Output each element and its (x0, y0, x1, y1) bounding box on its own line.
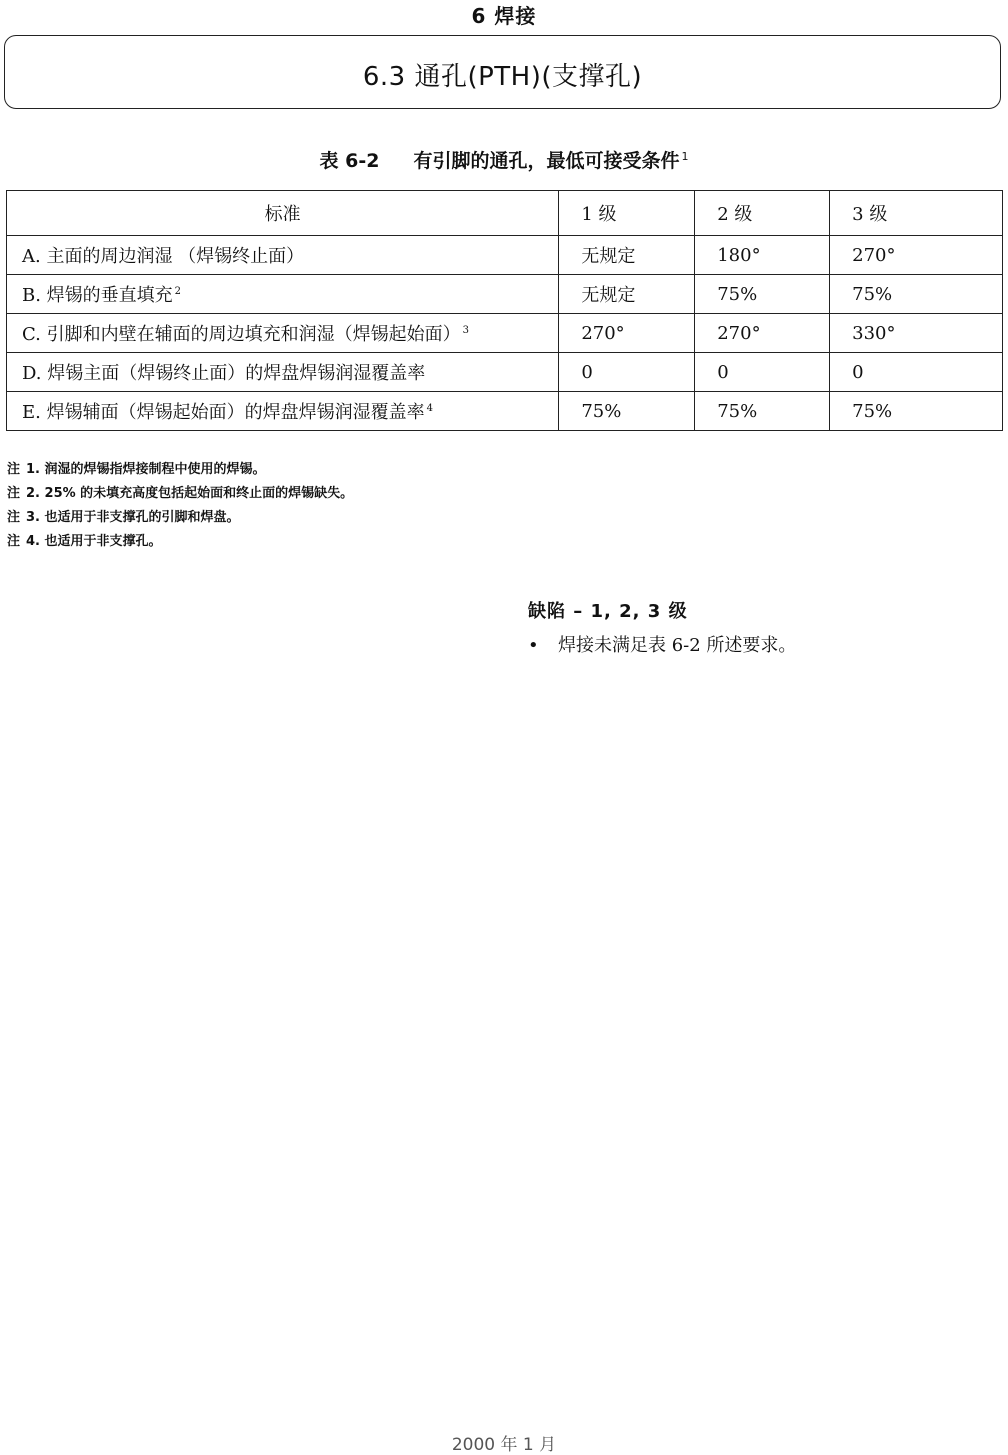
criterion-text: B. 焊锡的垂直填充 (22, 285, 173, 306)
note-prefix: 注 (7, 510, 21, 525)
page-footer-date: 2000 年 1 月 (451, 1435, 557, 1455)
note-text: 2. 25% 的未填充高度包括起始面和终止面的焊锡缺失。 (26, 486, 354, 501)
header-class-3: 3 级 (830, 191, 1003, 236)
criterion-text: E. 焊锡辅面（焊锡起始面）的焊盘焊锡润湿覆盖率 (22, 402, 425, 423)
defect-title: 缺陷 – 1, 2, 3 级 (528, 601, 688, 622)
note-text: 3. 也适用于非支撑孔的引脚和焊盘。 (26, 510, 240, 525)
class-2-value: 75% (695, 275, 830, 314)
criterion-cell (7, 353, 559, 392)
class-1-value: 75% (559, 392, 695, 431)
table-caption-number: 表 6-2 (319, 150, 380, 172)
table-header-row (7, 191, 1003, 236)
table-caption-footnote: 1 (681, 149, 689, 163)
header-class-1: 1 级 (559, 191, 695, 236)
class-1-value: 无规定 (559, 275, 695, 314)
class-2-value: 180° (695, 236, 830, 275)
note-prefix: 注 (7, 486, 21, 501)
defect-list-item (528, 631, 796, 657)
chapter-header: 6 焊接 (471, 4, 537, 28)
table-row (7, 236, 1003, 275)
table-row (7, 314, 1003, 353)
section-title-box (4, 35, 1001, 109)
table-caption-text: 有引脚的通孔，最低可接受条件 (413, 150, 680, 172)
note-item (7, 458, 353, 482)
class-3-value: 0 (830, 353, 1003, 392)
criteria-table (6, 190, 1003, 431)
table-row (7, 275, 1003, 314)
header-criterion: 标准 (7, 191, 559, 236)
table-notes (7, 458, 353, 554)
criterion-text: C. 引脚和内壁在辅面的周边填充和润湿（焊锡起始面） (22, 324, 461, 345)
class-2-value: 270° (695, 314, 830, 353)
note-text: 1. 润湿的焊锡指焊接制程中使用的焊锡。 (26, 462, 266, 477)
note-prefix: 注 (7, 462, 21, 477)
criterion-cell (7, 275, 559, 314)
criterion-footnote: 2 (174, 286, 182, 297)
class-3-value: 270° (830, 236, 1003, 275)
class-1-value: 0 (559, 353, 695, 392)
table-row (7, 353, 1003, 392)
table-row (7, 392, 1003, 431)
note-item (7, 482, 353, 506)
note-text: 4. 也适用于非支撑孔。 (26, 534, 162, 549)
note-item (7, 530, 353, 554)
note-prefix: 注 (7, 534, 21, 549)
criterion-cell (7, 314, 559, 353)
class-1-value: 无规定 (559, 236, 695, 275)
section-title: 6.3 通孔(PTH)(支撑孔) (362, 62, 643, 92)
criterion-footnote: 4 (426, 403, 433, 414)
criterion-cell (7, 236, 559, 275)
defect-text: 焊接未满足表 6-2 所述要求。 (558, 635, 797, 656)
class-3-value: 75% (830, 275, 1003, 314)
class-2-value: 75% (695, 392, 830, 431)
bullet-icon: • (528, 635, 539, 656)
header-class-2: 2 级 (695, 191, 830, 236)
class-3-value: 75% (830, 392, 1003, 431)
class-2-value: 0 (695, 353, 830, 392)
criterion-text: D. 焊锡主面（焊锡终止面）的焊盘焊锡润湿覆盖率 (22, 363, 426, 384)
note-item (7, 506, 353, 530)
class-1-value: 270° (559, 314, 695, 353)
criterion-text: A. 主面的周边润湿 （焊锡终止面） (22, 246, 305, 267)
class-3-value: 330° (830, 314, 1003, 353)
criterion-footnote: 3 (462, 325, 469, 336)
table-caption (0, 146, 1008, 173)
criterion-cell (7, 392, 559, 431)
defect-block (528, 597, 796, 657)
